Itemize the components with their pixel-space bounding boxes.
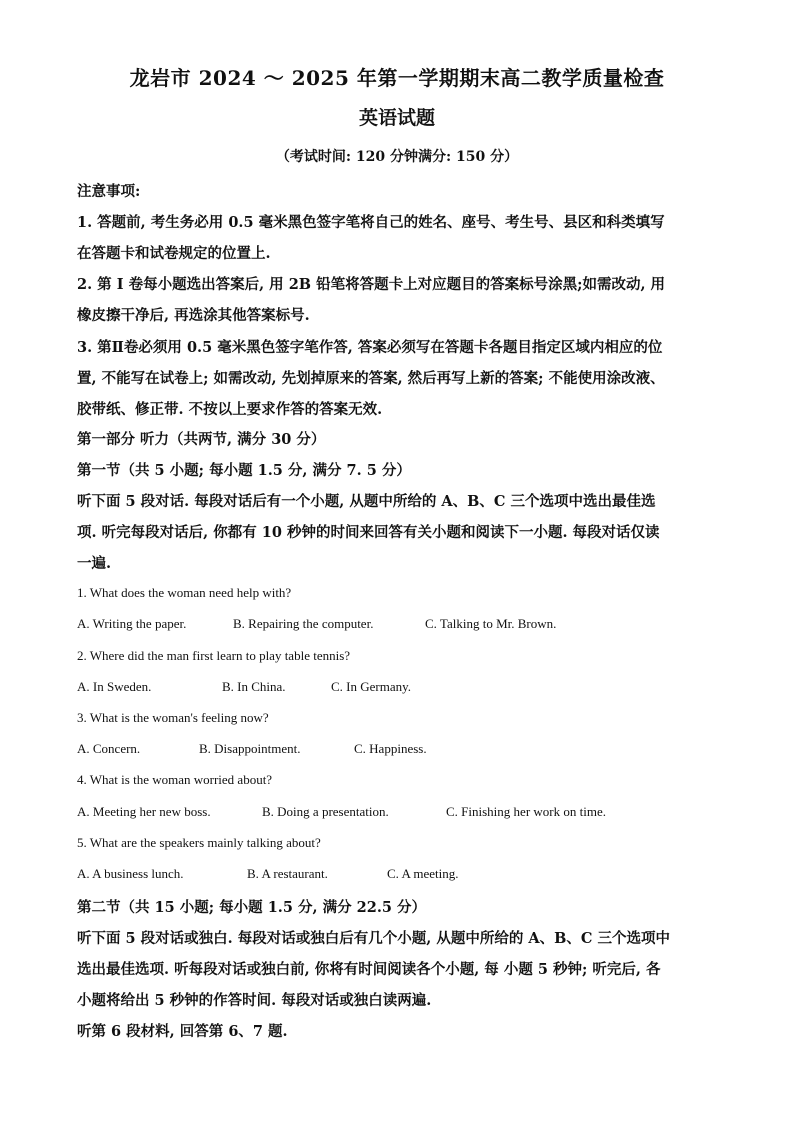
option-a: A. A business lunch. xyxy=(77,866,184,881)
part1-heading: 第一部分 听力（共两节, 满分 30 分） xyxy=(77,431,326,448)
section1-instruction: 一遍. xyxy=(77,555,112,572)
notes-heading: 注意事项: xyxy=(77,183,141,200)
exam-title: 龙岩市 2024 ～ 2025 年第一学期期末高二教学质量检查 xyxy=(129,66,665,90)
question-text: 4. What is the woman worried about? xyxy=(77,772,273,787)
section2-instruction: 小题将给出 5 秒钟的作答时间. 每段对话或独白读两遍. xyxy=(77,992,432,1009)
section2-instruction: 听下面 5 段对话或独白. 每段对话或独白后有几个小题, 从题中所给的 A、B、C 三个选项中 xyxy=(77,930,671,947)
option-c: C. Happiness. xyxy=(354,741,427,756)
notes-line: 3. 第Ⅱ卷必须用 0.5 毫米黑色签字笔作答, 答案必须写在答题卡各题目指定区域内相应的位 xyxy=(77,339,663,356)
notes-line: 在答题卡和试卷规定的位置上. xyxy=(77,245,271,262)
option-c: C. Finishing her work on time. xyxy=(446,804,606,819)
section1-instruction: 项. 听完每段对话后, 你都有 10 秒钟的时间来回答有关小题和阅读下一小题. 每段对话仅读 xyxy=(77,524,660,541)
notes-line: 2. 第 Ⅰ 卷每小题选出答案后, 用 2B 铅笔将答题卡上对应题目的答案标号涂黑;如需改动, 用 xyxy=(77,276,666,293)
option-c: C. A meeting. xyxy=(387,866,459,881)
question-text: 3. What is the woman's feeling now? xyxy=(77,710,269,725)
section2-instruction: 选出最佳选项. 听每段对话或独白前, 你将有时间阅读各个小题, 每 小题 5 秒钟; 听完后, 各 xyxy=(77,961,661,978)
option-c: C. In Germany. xyxy=(331,679,412,694)
option-b: B. A restaurant. xyxy=(247,866,328,881)
question-text: 5. What are the speakers mainly talking about? xyxy=(77,835,321,850)
option-a: A. Concern. xyxy=(77,741,141,756)
option-a: A. Meeting her new boss. xyxy=(77,804,211,819)
notes-line: 胶带纸、修正带. 不按以上要求作答的答案无效. xyxy=(77,401,383,418)
option-b: B. In China. xyxy=(222,679,286,694)
exam-timing: （考试时间: 120 分钟满分: 150 分） xyxy=(275,149,519,165)
question-text: 1. What does the woman need help with? xyxy=(77,585,292,600)
option-b: B. Doing a presentation. xyxy=(262,804,389,819)
section1-instruction: 听下面 5 段对话. 每段对话后有一个小题, 从题中所给的 A、B、C 三个选项中选出最佳选 xyxy=(77,493,656,510)
question-text: 2. Where did the man first learn to play table tennis? xyxy=(77,648,351,663)
option-b: B. Repairing the computer. xyxy=(233,616,374,631)
notes-line: 置, 不能写在试卷上; 如需改动, 先划掉原来的答案, 然后再写上新的答案; 不能使用涂改液、 xyxy=(77,370,665,387)
section2-heading: 第二节（共 15 小题; 每小题 1.5 分, 满分 22.5 分） xyxy=(77,899,427,916)
option-b: B. Disappointment. xyxy=(199,741,301,756)
notes-line: 1. 答题前, 考生务必用 0.5 毫米黑色签字笔将自己的姓名、座号、考生号、县区和科类填写 xyxy=(77,214,665,231)
option-a: A. In Sweden. xyxy=(77,679,152,694)
option-a: A. Writing the paper. xyxy=(77,616,187,631)
notes-line: 橡皮擦干净后, 再选涂其他答案标号. xyxy=(77,307,310,324)
section2-material: 听第 6 段材料, 回答第 6、7 题. xyxy=(77,1023,288,1040)
section1-heading: 第一节（共 5 小题; 每小题 1.5 分, 满分 7. 5 分） xyxy=(77,462,411,479)
exam-subtitle: 英语试题 xyxy=(358,107,435,129)
option-c: C. Talking to Mr. Brown. xyxy=(425,616,557,631)
